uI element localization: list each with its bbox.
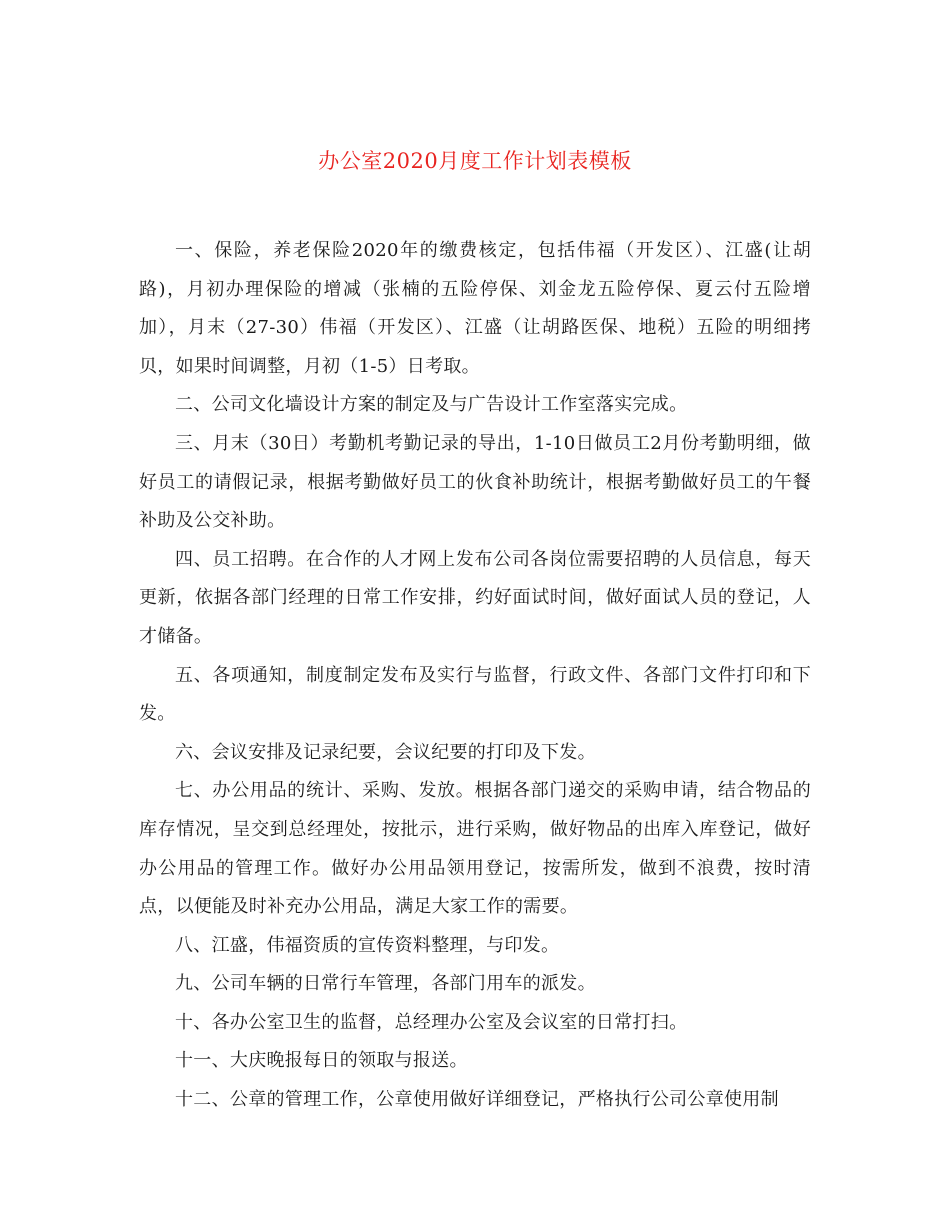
paragraph-12: 十二、公章的管理工作，公章使用做好详细登记，严格执行公司公章使用制	[175, 1089, 779, 1111]
paragraph-5: 五、各项通知，制度制定发布及实行与监督，行政文件、各部门文件打印和下发。	[139, 664, 811, 725]
paragraph-6: 六、会议安排及记录纪要，会议纪要的打印及下发。	[175, 741, 596, 763]
document-title: 办公室2020月度工作计划表模板	[318, 149, 632, 173]
paragraph-3: 三、月末（30日）考勤机考勤记录的导出，1-10日做员工2月份考勤明细，做好员工的请假记录，根据考勤做好员工的伙食补助统计，根据考勤做好员工的午餐补助及公交补助。	[139, 432, 811, 532]
paragraph-8: 八、江盛，伟福资质的宣传资料整理，与印发。	[175, 934, 560, 956]
paragraph-1: 一、保险，养老保险2020年的缴费核定，包括伟福（开发区）、江盛(让胡路)，月初办理保险的增减（张楠的五险停保、刘金龙五险停保、夏云付五险增加），月末（27-30）伟福（开发区）、江盛（让胡路医保、地税）五险的明细拷贝，如果时间调整，月初（1-5）日考取。	[139, 240, 811, 377]
paragraph-9: 九、公司车辆的日常行车管理，各部门用车的派发。	[175, 973, 596, 995]
document-body	[139, 232, 811, 1120]
paragraph-10: 十、各办公室卫生的监督，总经理办公室及会议室的日常打扫。	[175, 1011, 688, 1033]
paragraph-11: 十一、大庆晚报每日的领取与报送。	[175, 1050, 468, 1072]
paragraph-4: 四、员工招聘。在合作的人才网上发布公司各岗位需要招聘的人员信息，每天更新，依据各部门经理的日常工作安排，约好面试时间，做好面试人员的登记，人才储备。	[139, 548, 811, 647]
paragraph-7: 七、办公用品的统计、采购、发放。根据各部门递交的采购申请，结合物品的库存情况，呈交到总经理处，按批示，进行采购，做好物品的出库入库登记，做好办公用品的管理工作。做好办公用品领用登记，按需所发，做到不浪费，按时清点，以便能及时补充办公用品，满足大家工作的需要。	[139, 780, 811, 918]
paragraph-2: 二、公司文化墙设计方案的制定及与广告设计工作室落实完成。	[175, 394, 688, 416]
